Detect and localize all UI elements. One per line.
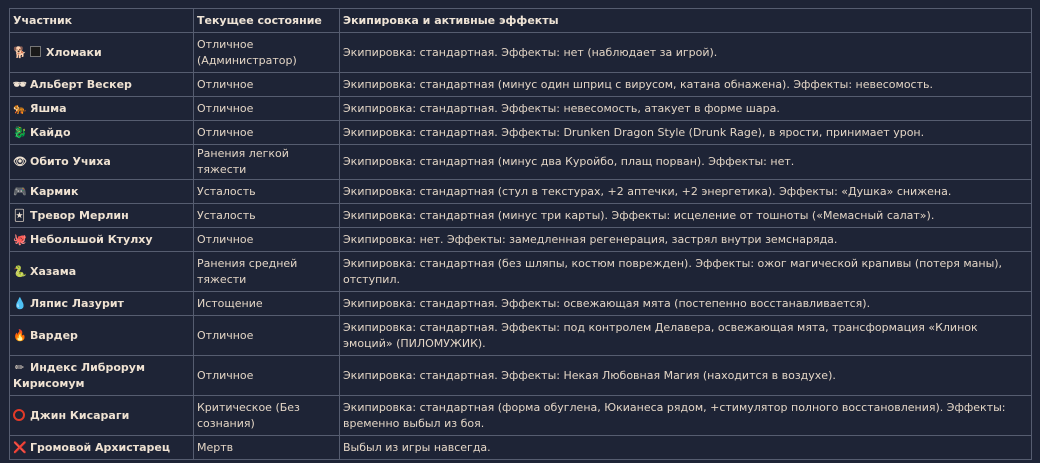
fire-icon: 🔥 [13,328,27,342]
state-cell: Мертв [194,436,340,460]
effects-cell: Экипировка: стандартная (без шляпы, костюм поврежден). Эффекты: ожог магической крапивы (потеря маны), отступил. [340,252,1032,292]
participant-name: Хазама [30,264,77,278]
effects-cell: Экипировка: стандартная. Эффекты: Drunken Dragon Style (Drunk Rage), в ярости, принимает урон. [340,121,1032,145]
participant-name: Небольшой Ктулху [30,232,153,246]
droplet-icon: 💧 [13,296,27,310]
table-row [10,316,1032,356]
participant-name: Вардер [30,328,78,342]
table-row [10,121,1032,145]
state-cell: Отличное [194,121,340,145]
effects-cell: Экипировка: стандартная (стул в текстурах, +2 аптечки, +2 энергетика). Эффекты: «Душка» снижена. [340,180,1032,204]
participant-cell [10,204,194,228]
effects-cell: Экипировка: стандартная (форма обуглена, Юкианеса рядом, +стимулятор полного восстановления). Эффекты: временно выбыл из боя. [340,396,1032,436]
state-cell: Ранения средней тяжести [194,252,340,292]
state-cell: Усталость [194,180,340,204]
table-row [10,436,1032,460]
eye-icon: 👁 [13,155,27,168]
participant-cell [10,33,194,73]
effects-cell: Экипировка: стандартная. Эффекты: освежающая мята (постепенно восстанавливается). [340,292,1032,316]
participant-name: Громовой Архистарец [30,440,171,454]
table-row [10,73,1032,97]
effects-cell: Выбыл из игры навсегда. [340,436,1032,460]
cross-mark-icon: ❌ [13,440,27,454]
table-row [10,228,1032,252]
state-cell: Отличное [194,73,340,97]
participant-name: Яшма [30,101,67,115]
participant-cell [10,436,194,460]
participant-name: Кармик [30,184,79,198]
participant-cell [10,97,194,121]
state-cell: Усталость [194,204,340,228]
table-row [10,97,1032,121]
octopus-icon: 🐙 [13,232,27,246]
effects-cell: Экипировка: стандартная. Эффекты: нет (наблюдает за игрой). [340,33,1032,73]
participant-cell [10,73,194,97]
header-state: Текущее состояние [194,9,340,33]
participant-cell [10,252,194,292]
table-row [10,204,1032,228]
table-row [10,252,1032,292]
table-row [10,180,1032,204]
dog-icon: 🐕 [13,45,27,59]
participant-cell [10,145,194,180]
effects-cell: Экипировка: стандартная (минус один шприц с вирусом, катана обнажена). Эффекты: невесомость. [340,73,1032,97]
effects-cell: Экипировка: стандартная. Эффекты: невесомость, атакует в форме шара. [340,97,1032,121]
state-cell: Ранения легкой тяжести [194,145,340,180]
participant-cell [10,396,194,436]
participants-table-wrapper [9,8,1031,460]
participant-name: Обито Учиха [30,155,111,168]
participant-name: Кайдо [30,125,71,139]
effects-cell: Экипировка: нет. Эффекты: замедленная регенерация, застрял внутри земснаряда. [340,228,1032,252]
state-cell: Отличное (Администратор) [194,33,340,73]
state-cell: Отличное [194,97,340,121]
effects-cell: Экипировка: стандартная (минус два Куройбо, плащ порван). Эффекты: нет. [340,145,1032,180]
playing-card-icon: 🃏 [13,208,26,222]
state-cell: Критическое (Без сознания) [194,396,340,436]
tiger-icon: 🐅 [13,101,27,115]
participant-name: Тревор Мерлин [30,208,129,222]
participant-cell [10,228,194,252]
table-row [10,145,1032,180]
participant-cell [10,180,194,204]
effects-cell: Экипировка: стандартная. Эффекты: под контролем Делавера, освежающая мята, трансформация «Клинок эмоций» (ПИЛОМУЖИК). [340,316,1032,356]
header-participant: Участник [10,9,194,33]
gamepad-icon: 🎮 [13,184,27,198]
effects-cell: Экипировка: стандартная. Эффекты: Некая Любовная Магия (находится в воздухе). [340,356,1032,396]
participant-name: Альберт Вескер [30,77,132,91]
state-cell: Отличное [194,228,340,252]
snake-icon: 🐍 [13,264,27,278]
state-cell: Истощение [194,292,340,316]
state-cell: Отличное [194,316,340,356]
black-square-icon [30,46,41,57]
table-row [10,356,1032,396]
participants-table [9,8,1032,460]
table-row [10,396,1032,436]
dragon-icon: 🐉 [13,125,27,139]
red-circle-icon [13,409,25,421]
pencil-icon: ✏ [14,360,25,374]
participant-name: Хломаки [46,45,102,59]
participant-cell [10,121,194,145]
state-cell: Отличное [194,356,340,396]
table-row [10,292,1032,316]
table-row [10,33,1032,73]
participant-cell [10,316,194,356]
participant-cell [10,292,194,316]
sunglasses-icon: 🕶 [13,77,27,91]
participant-name: Ляпис Лазурит [30,296,124,310]
header-effects: Экипировка и активные эффекты [340,9,1032,33]
participant-name: Индекс Либрорум Кирисомум [13,360,145,390]
participant-name: Джин Кисараги [30,408,130,422]
table-body [10,33,1032,460]
table-header-row [10,9,1032,33]
effects-cell: Экипировка: стандартная (минус три карты). Эффекты: исцеление от тошноты («Мемасный салат»). [340,204,1032,228]
participant-cell [10,356,194,396]
